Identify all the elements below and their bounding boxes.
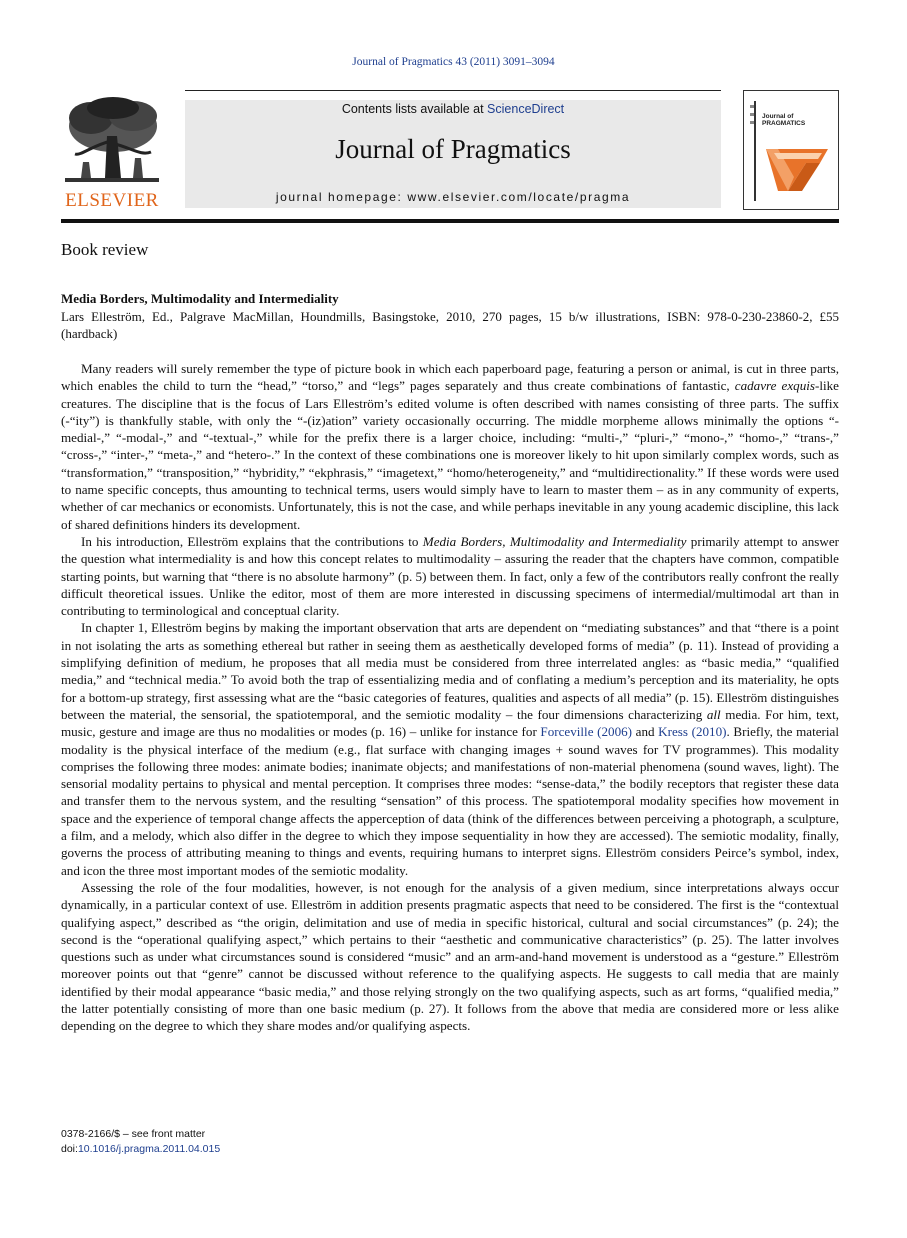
journal-header <box>61 90 839 222</box>
reference-link-forceville[interactable]: Forceville (2006) <box>540 724 633 740</box>
text-run: In his introduction, Elleström explains that the contributions to <box>81 533 423 549</box>
header-top-rule <box>185 90 721 91</box>
cover-title: Journal of PRAGMATICS <box>762 113 806 127</box>
paragraph-4: Assessing the role of the four modalities, however, is not enough for the analysis of a given medium, since interpretations always occur dynamically, in a particular context of use. Elleström in addition presents pragmatic aspects that need to be considered. The first is the “contextual qualifying aspect,” described as “the origin, delimitation and use of media in specific historical, cultural and social circumstances” (p. 24); the second is the “operational qualifying aspect,” which pertains to their “aesthetic and communicative characteristics” (p. 25). The latter involves questions such as under what circumstances sound is considered “music” and an arm-and-hand movement is understood as a “gesture.” Elleström moreover points out that “genre” cannot be discussed without reference to the qualifying aspects. He suggests to call media that are mainly identified by their modal appearance “basic media,” and those relying strongly on the two qualifying aspects, such as art forms, “qualified media,” the latter potentially consisting of more than one basic medium (p. 27). It follows from the above that media are considered more or less alike depending on the degree to which they share modes and/or qualifying aspects. <box>61 879 839 1034</box>
article-body <box>61 360 839 1035</box>
paragraph-2 <box>61 533 839 619</box>
page-footer <box>61 1127 220 1157</box>
doi-link[interactable]: 10.1016/j.pragma.2011.04.015 <box>77 1143 221 1155</box>
issn-line: 0378-2166/$ – see front matter <box>61 1128 206 1140</box>
journal-homepage[interactable]: journal homepage: www.elsevier.com/locate/pragma <box>275 190 631 204</box>
contents-prefix: Contents lists available at <box>341 102 488 116</box>
publisher-name[interactable]: ELSEVIER <box>65 190 159 211</box>
sciencedirect-link[interactable]: ScienceDirect <box>487 102 565 116</box>
text-run: -like creatures. The discipline that is the focus of Lars Elleström’s edited volume is often described with names consisting of three parts. The suffix (-“ity”) is thankfully stable, with only the “-(iz)ation” variety occasionally occurring. The middle morpheme allows minimally the options “-medial-,” “-modal-,” and “-textual-,” while for the prefix there is a larger choice, including: “multi-,” “pluri-,” “mono-,” “homo-,” “trans-,” “cross-,” “inter-,” “meta-,” and “hetero-.” In the context of these combinations one is moreover likely to hit upon similarly complex words, such as “transformation,” “transposition,” “hybridity,” “ekphrasis,” “imagetext,” “homo/heterogeneity,” and “multidirectionality.” If these words were used to name specific concepts, thus amounting to technical terms, users would simply have to learn to master them – as in any community of experts, whether of car mechanics or economists. Unfortunately, this is not the case, and while perhaps inevitable in any young academic discipline, this lack of shared definitions hinders its development. <box>61 378 839 532</box>
paragraph-1 <box>61 360 839 533</box>
reference-link-kress[interactable]: Kress (2010) <box>658 724 727 740</box>
text-run: . Briefly, the material modality is the physical interface of the medium (e.g., flat surface with changing images + sound waves for TV programmes). This modality comprises the following three modes: animate bodies; inanimate objects; and manifestations of non-material phenomena (sound waves, light). The sensorial modality pertains to physical and mental perception. It comprises three modes: “sense-data,” the bodily receptors that register these data and transfer them to the nervous system, and the resulting “sensation” of this process. The spatiotemporal modality specifies how movement in space and the experience of temporal change affects the apperception of data (think of the differences between perceiving a photograph, a sculpture, a film, and a melody, which also differ in the degree to which they impose sequentiality in how they are accessed). The semiotic modality, finally, governs the process of attributing meaning to things and events, requiring humans to interpret signs. Elleström considers Peirce’s symbol, index, and icon the three most important modes of the semiotic modality. <box>61 724 839 878</box>
text-run: primarily attempt to answer the question what intermediality is and how this concept relates to multimodality – assuring the reader that the chapters have common, compatible starting points, but warning that “there is no absolute harmony” (p. 5) between them. In fact, only a few of the contributors really confront the really difficult theoretical issues. Unlike the editor, most of them are more interested in discussing specimens of intermedial/multimodal art than in contributing to terminological and conceptual clarity. <box>61 533 840 619</box>
contents-line <box>185 102 721 116</box>
italic-book-title: Media Borders, Multimodality and Intermediality <box>422 533 687 549</box>
section-label: Book review <box>61 240 149 259</box>
italic-term: cadavre exquis <box>734 378 815 394</box>
journal-citation[interactable]: Journal of Pragmatics 43 (2011) 3091–3094 <box>352 56 555 68</box>
review-book-details: Lars Elleström, Ed., Palgrave MacMillan, Houndmills, Basingstoke, 2010, 270 pages, 15 b/w illustrations, ISBN: 978-0-230-23860-2, £55 (hardback) <box>61 309 839 341</box>
paragraph-3 <box>61 619 839 878</box>
italic-term: all <box>706 706 721 722</box>
doi-line <box>61 1142 220 1157</box>
text-run: and <box>632 724 659 740</box>
journal-title: Journal of Pragmatics <box>335 134 571 164</box>
cover-artwork-icon <box>744 91 838 209</box>
header-thick-rule <box>61 219 839 223</box>
journal-cover-thumbnail[interactable] <box>743 90 839 210</box>
text-run: Many readers will surely remember the type of picture book in which each paperboard page, featuring a person or animal, is cut in three parts, which enables the child to turn the “head,” “torso,” and “legs” pages separately and thus create combinations of fantastic, <box>61 361 839 394</box>
masthead-box <box>185 100 721 208</box>
doi-prefix: doi: <box>61 1143 78 1155</box>
text-run: media. For him, text, music, gesture and image are thus no modalities or modes (p. 16) – unlike for instance for <box>61 706 839 740</box>
review-book-title: Media Borders, Multimodality and Intermediality <box>61 291 339 306</box>
text-run: In chapter 1, Elleström begins by making the important observation that arts are dependent on “mediating substances” and that “there is a point in not isolating the arts as something ethereal but rather in seeing them as aesthetically developed forms of media” (p. 11). Instead of providing a simplifying definition of medium, he proposes that all media must be considered from three interrelated angles: as “basic media,” “qualified media,” and “technical media.” To avoid both the trap of essentializing media and of conflating a medium’s perception and its materiality, he opts for a bottom-up strategy, first assessing what are the “basic categories of features, qualities and aspects of all media” (p. 15). Elleström distinguishes between the material, the sensorial, the spatiotemporal, and the semiotic modality – the four dimensions characterizing <box>61 620 839 722</box>
